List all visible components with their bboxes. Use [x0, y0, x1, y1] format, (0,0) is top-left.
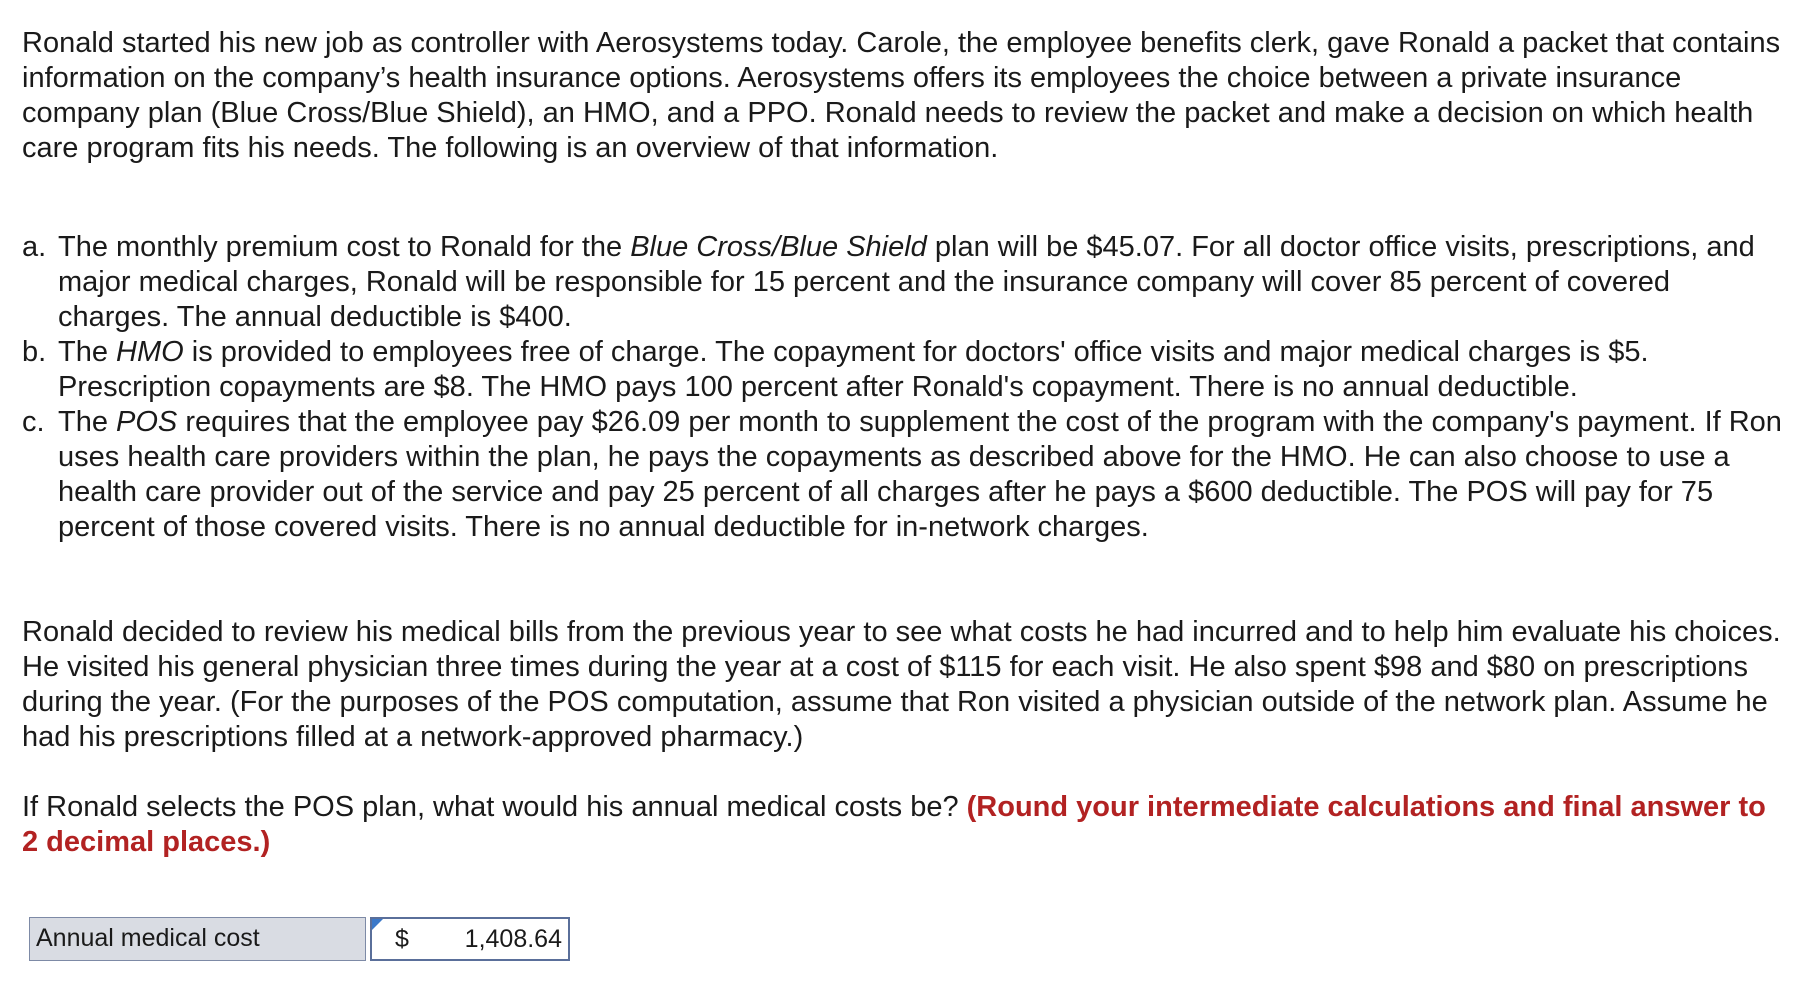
intro-paragraph: Ronald started his new job as controller with Aerosystems today. Carole, the employee benefits clerk, gave Ronald a packet that contains information on the company’s health insurance options. Aerosystems offers its employees the choice between a private insurance company plan (Blue Cross/Blue Shield), an HMO, and a PPO. Ronald needs to review the packet and make a decision on which health care program fits his needs. The following is an overview of that information. — [22, 27, 1781, 164]
answer-row — [29, 917, 570, 961]
option-a: a. The monthly premium cost to Ronald for the Blue Cross/Blue Shield plan will be $45.07. For all doctor office visits, prescriptions, and major medical charges, Ronald will be responsible for 15 percent and the insurance company will cover 85 percent of covered charges. The annual deductible is $400. — [22, 231, 1755, 333]
question-text: If Ronald selects the POS plan, what would his annual medical costs be? — [22, 791, 967, 823]
answer-value[interactable]: 1,408.64 — [464, 925, 562, 953]
option-c: c. The POS requires that the employee pay $26.09 per month to supplement the cost of the program with the company's payment. If Ron uses health care providers within the plan, he pays the copayments as described above for the HMO. He can also choose to use a health care provider out of the service and pay 25 percent of all charges after he pays a $600 deductible. The POS will pay for 75 percent of those covered visits. There is no annual deductible for in-network charges. — [22, 406, 1782, 543]
plan-name: Blue Cross/Blue Shield — [630, 231, 927, 263]
question-paragraph — [22, 790, 1782, 860]
plan-options-list — [22, 230, 1782, 545]
problem-content — [22, 22, 1782, 860]
rounding-hint: (Round your intermediate calculations and final answer to 2 decimal places.) — [22, 791, 1766, 858]
currency-symbol: $ — [395, 925, 409, 953]
bills-paragraph: Ronald decided to review his medical bills from the previous year to see what costs he had incurred and to help him evaluate his choices. He visited his general physician three times during the year at a cost of $115 for each visit. He also spent $98 and $80 on prescriptions during the year. (For the purposes of the POS computation, assume that Ron visited a physician outside of the network plan. Assume he had his prescriptions filled at a network-approved pharmacy.) — [22, 616, 1781, 753]
option-b: b. The HMO is provided to employees free of charge. The copayment for doctors' office visits and major medical charges is $5. Prescription copayments are $8. The HMO pays 100 percent after Ronald's copayment. There is no annual deductible. — [22, 336, 1649, 403]
plan-name: HMO — [116, 336, 184, 368]
annual-medical-cost-input[interactable] — [370, 917, 570, 961]
plan-name: POS — [116, 406, 178, 438]
option-letter: b. — [22, 336, 47, 368]
option-letter: a. — [22, 231, 47, 263]
answer-label: Annual medical cost — [29, 917, 366, 961]
answer-flag-icon — [372, 919, 383, 930]
option-letter: c. — [22, 406, 45, 438]
